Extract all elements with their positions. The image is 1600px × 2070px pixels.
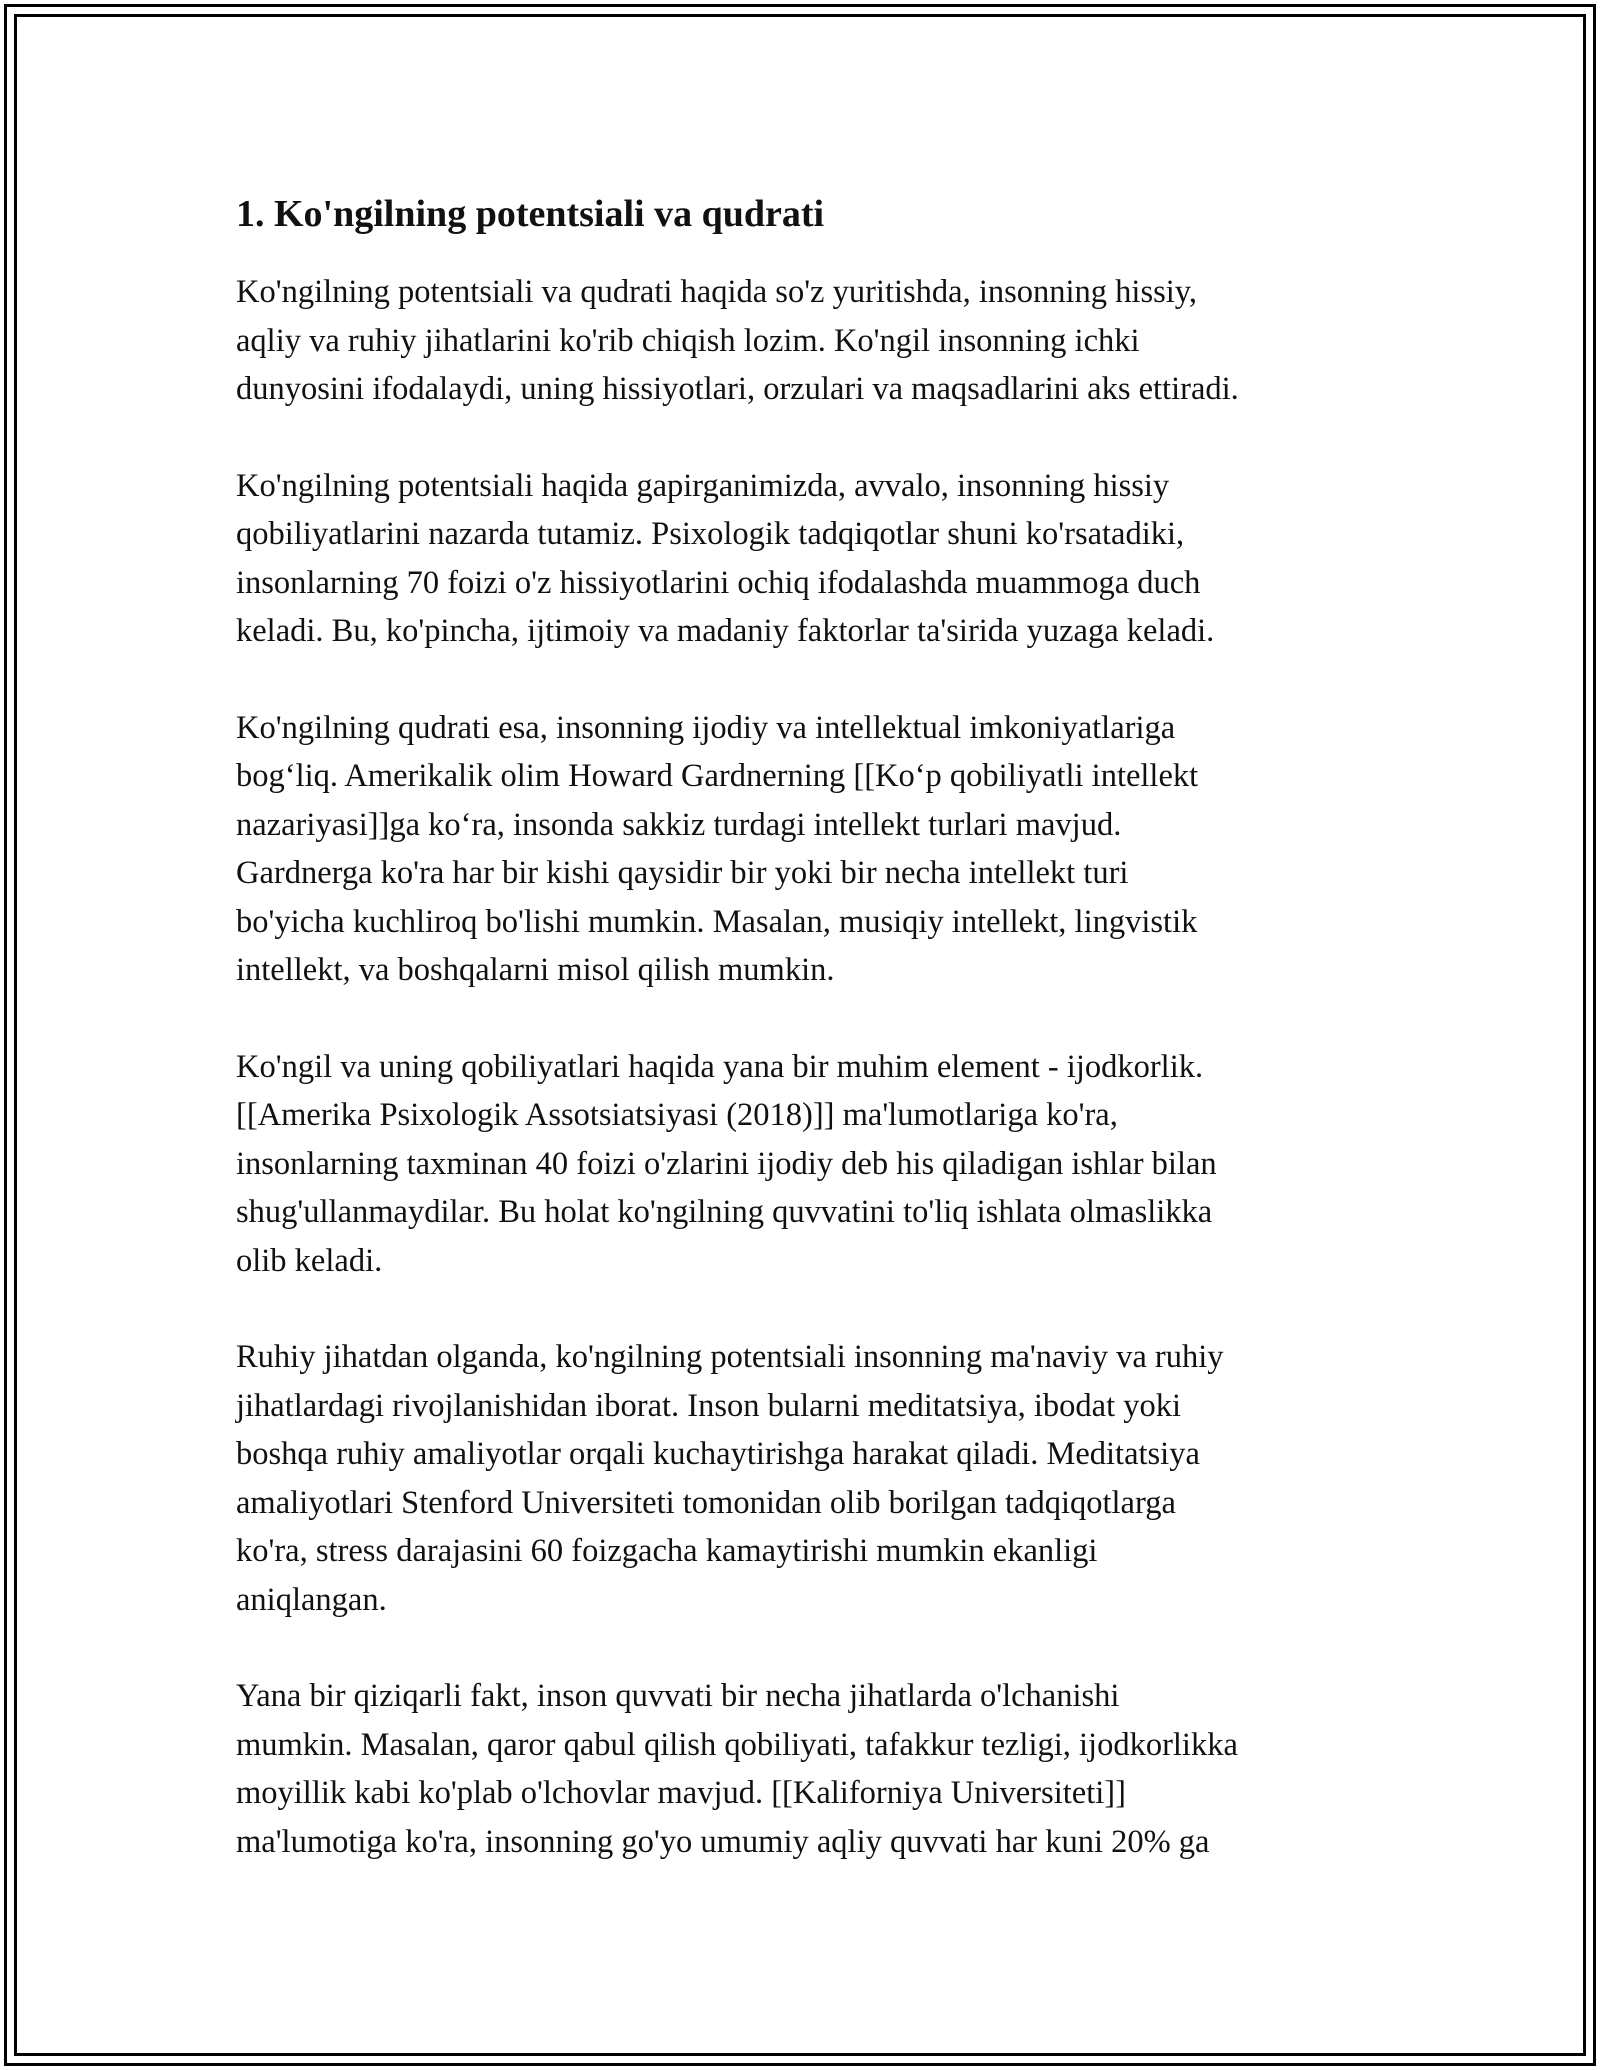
text-line: aqliy va ruhiy jihatlarini ko'rib chiqish lozim. Ko'ngil insonning ichki [236, 322, 1140, 359]
text-line: shug'ullanmaydilar. Bu holat ko'ngilning quvvatini to'liq ishlata olmaslikka [236, 1194, 1213, 1230]
paragraph-6 [236, 1672, 1396, 1866]
text-line: Ko'ngilning potentsiali haqida gapirganimizda, avvalo, insonning hissiy [236, 467, 1170, 504]
text-line: ma'lumotiga ko'ra, insonning go'yo umumiy aqliy quvvati har kuni 20% ga [236, 1823, 1210, 1860]
text-line: dunyosini ifodalaydi, uning hissiyotlari, orzulari va maqsadlarini aks ettiradi. [236, 371, 1239, 407]
text-line: bo'yicha kuchliroq bo'lishi mumkin. Masalan, musiqiy intellekt, lingvistik [236, 903, 1198, 940]
text-line: insonlarning taxminan 40 foizi o'zlarini ijodiy deb his qiladigan ishlar bilan [236, 1145, 1217, 1182]
text-line: aniqlangan. [236, 1581, 387, 1618]
text-line: mumkin. Masalan, qaror qabul qilish qobiliyati, tafakkur tezligi, ijodkorlikka [236, 1726, 1238, 1763]
text-line: [[Amerika Psixologik Assotsiatsiyasi (2018)]] ma'lumotlariga ko'ra, [236, 1097, 1118, 1133]
paragraph-3 [236, 704, 1396, 995]
text-line: Yana bir qiziqarli fakt, inson quvvati bir necha jihatlarda o'lchanishi [236, 1678, 1120, 1714]
text-line: boshqa ruhiy amaliyotlar orqali kuchaytirishga harakat qiladi. Meditatsiya [236, 1436, 1200, 1472]
paragraph-5 [236, 1333, 1396, 1624]
text-line: intellekt, va boshqalarni misol qilish mumkin. [236, 952, 835, 988]
text-line: keladi. Bu, ko'pincha, ijtimoiy va madaniy faktorlar ta'sirida yuzaga keladi. [236, 613, 1215, 649]
text-line: Ko'ngilning potentsiali va qudrati haqida so'z yuritishda, insonning hissiy, [236, 274, 1198, 310]
text-line: Gardnerga ko'ra har bir kishi qaysidir bir yoki bir necha intellekt turi [236, 855, 1129, 891]
text-line: olib keladi. [236, 1242, 383, 1279]
text-line: Ruhiy jihatdan olganda, ko'ngilning potentsiali insonning ma'naviy va ruhiy [236, 1339, 1224, 1375]
document-body [236, 186, 1396, 1866]
paragraph-4 [236, 1043, 1396, 1286]
text-line: Ko'ngil va uning qobiliyatlari haqida yana bir muhim element - ijodkorlik. [236, 1048, 1204, 1085]
text-line: jihatlardagi rivojlanishidan iborat. Inson bularni meditatsiya, ibodat yoki [236, 1387, 1182, 1424]
paragraph-2 [236, 462, 1396, 656]
text-line: Ko'ngilning qudrati esa, insonning ijodiy va intellektual imkoniyatlariga [236, 709, 1176, 746]
text-line: qobiliyatlarini nazarda tutamiz. Psixologik tadqiqotlar shuni ko'rsatadiki, [236, 516, 1185, 552]
paragraph-1 [236, 268, 1396, 414]
text-line: moyillik kabi ko'plab o'lchovlar mavjud. [[Kaliforniya Universiteti]] [236, 1775, 1126, 1811]
text-line: ko'ra, stress darajasini 60 foizgacha kamaytirishi mumkin ekanligi [236, 1533, 1098, 1569]
text-line: nazariyasi]]ga ko‘ra, insonda sakkiz turdagi intellekt turlari mavjud. [236, 806, 1122, 843]
text-line: bog‘liq. Amerikalik olim Howard Gardnerning [[Ko‘p qobiliyatli intellekt [236, 758, 1199, 794]
section-heading: 1. Ko'ngilning potentsiali va qudrati [236, 193, 825, 235]
text-line: insonlarning 70 foizi o'z hissiyotlarini ochiq ifodalashda muammoga duch [236, 564, 1201, 601]
text-line: amaliyotlari Stenford Universiteti tomonidan olib borilgan tadqiqotlarga [236, 1484, 1176, 1521]
